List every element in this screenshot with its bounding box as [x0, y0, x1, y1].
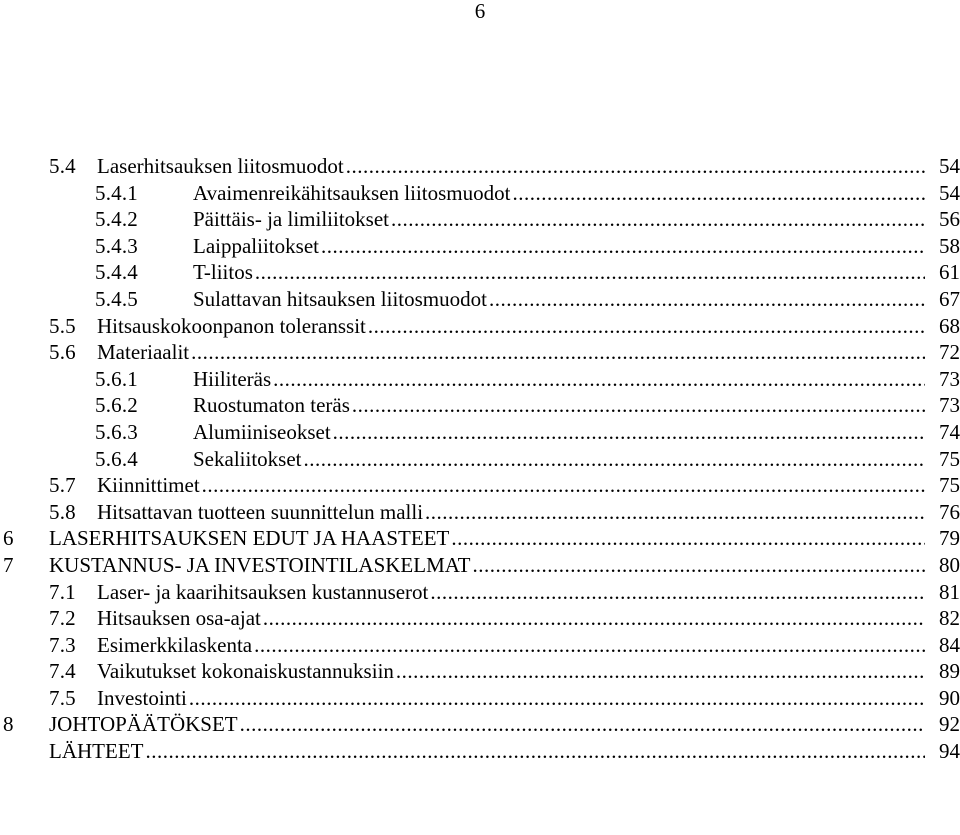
toc-entry-title: KUSTANNUS- JA INVESTOINTILASKELMAT [49, 552, 471, 577]
toc-entry-number: 5.6.3 [95, 419, 138, 444]
dot-leader [512, 180, 925, 207]
toc-entry[interactable] [0, 579, 960, 606]
dot-leader [304, 446, 926, 473]
dot-leader [321, 233, 925, 260]
toc-entry-title: Esimerkkilaskenta [97, 632, 253, 657]
dot-leader [333, 419, 925, 446]
dot-leader [202, 472, 925, 499]
toc-entry[interactable] [0, 313, 960, 340]
toc-entry-number: 5.4 [49, 154, 76, 178]
dot-leader [145, 738, 925, 765]
toc-entry-page: 56 [939, 207, 960, 232]
toc-entry-title: Avaimenreikähitsauksen liitosmuodot [193, 180, 511, 205]
toc-entry-title: Sulattavan hitsauksen liitosmuodot [193, 286, 487, 311]
toc-entry[interactable] [0, 552, 960, 579]
toc-entry[interactable] [0, 206, 960, 233]
dot-leader [189, 685, 925, 712]
toc-entry-title: LASERHITSAUKSEN EDUT JA HAASTEET [49, 526, 450, 551]
toc-entry-number: 7.4 [49, 659, 76, 684]
toc-entry-page: 94 [939, 739, 960, 764]
toc-entry-number: 5.4.2 [95, 207, 138, 232]
toc-entry-number: 5.6.4 [95, 446, 138, 471]
toc-entry-number: 8 [3, 712, 14, 737]
toc-entry-title: Laser- ja kaarihitsauksen kustannuserot [97, 579, 429, 604]
toc-entry-page: 82 [939, 606, 960, 631]
toc-entry-page: 58 [939, 233, 960, 258]
page-number: 6 [474, 0, 486, 23]
toc-entry-page: 73 [939, 393, 960, 418]
toc-entry-page: 92 [939, 712, 960, 737]
toc-entry-number: 6 [3, 526, 14, 551]
toc-entry-number: 5.6 [49, 340, 76, 365]
toc-entry-title: Alumiiniseokset [193, 419, 331, 444]
toc-entry-page: 61 [939, 260, 960, 285]
toc-entry-title: Laserhitsauksen liitosmuodot [97, 154, 344, 178]
toc-entry-number: 5.6.2 [95, 393, 138, 418]
toc-entry-number: 5.4.3 [95, 233, 138, 258]
dot-leader [240, 711, 925, 738]
table-of-contents [0, 153, 960, 765]
dot-leader [472, 552, 925, 579]
dot-leader [489, 286, 925, 313]
toc-entry[interactable] [0, 446, 960, 473]
dot-leader [254, 632, 925, 659]
toc-entry[interactable] [0, 499, 960, 526]
toc-entry-page: 72 [939, 340, 960, 365]
toc-entry[interactable] [0, 233, 960, 260]
dot-leader [273, 366, 925, 393]
toc-entry-number: 5.4.5 [95, 286, 138, 311]
toc-entry-page: 89 [939, 659, 960, 684]
toc-entry-number: 5.8 [49, 499, 76, 524]
dot-leader [430, 579, 925, 606]
toc-entry-title: Laippaliitokset [193, 233, 319, 258]
toc-entry-page: 74 [939, 419, 960, 444]
toc-entry-page: 79 [939, 526, 960, 551]
dot-leader [391, 206, 925, 233]
toc-entry[interactable] [0, 658, 960, 685]
toc-entry-number: 7 [3, 552, 14, 577]
dot-leader [255, 259, 925, 286]
toc-entry-title: Sekaliitokset [193, 446, 302, 471]
toc-entry-title: Päittäis- ja limiliitokset [193, 207, 389, 232]
toc-entry-page: 81 [939, 579, 960, 604]
toc-entry[interactable] [0, 392, 960, 419]
dot-leader [396, 658, 925, 685]
dot-leader [352, 392, 925, 419]
toc-entry[interactable] [0, 419, 960, 446]
toc-entry[interactable] [0, 259, 960, 286]
toc-entry-title: Kiinnittimet [97, 473, 200, 498]
dot-leader [263, 605, 925, 632]
toc-entry-number: 7.3 [49, 632, 76, 657]
dot-leader [425, 499, 925, 526]
toc-entry-number: 5.6.1 [95, 366, 138, 391]
toc-entry[interactable] [0, 605, 960, 632]
dot-leader [191, 339, 925, 366]
toc-entry-number: 7.5 [49, 685, 76, 710]
toc-entry-page: 90 [939, 685, 960, 710]
toc-entry[interactable] [0, 685, 960, 712]
dot-leader [451, 525, 925, 552]
toc-entry-number: 7.2 [49, 606, 76, 631]
toc-entry-title: Hitsauskokoonpanon toleranssit [97, 313, 366, 338]
toc-entry[interactable] [0, 525, 960, 552]
dot-leader [346, 153, 925, 180]
toc-entry[interactable] [0, 180, 960, 207]
toc-entry-page: 54 [939, 154, 960, 178]
toc-entry-page: 75 [939, 446, 960, 471]
toc-entry[interactable] [0, 632, 960, 659]
toc-entry[interactable] [0, 286, 960, 313]
toc-entry-page: 76 [939, 499, 960, 524]
toc-entry-number: 5.7 [49, 473, 76, 498]
toc-entry-title: Ruostumaton teräs [193, 393, 350, 418]
toc-entry-title: Vaikutukset kokonaiskustannuksiin [97, 659, 394, 684]
toc-entry[interactable] [0, 472, 960, 499]
toc-entry-number: 5.4.1 [95, 180, 138, 205]
toc-entry-title: LÄHTEET [49, 739, 144, 764]
toc-entry-page: 54 [939, 180, 960, 205]
toc-entry-number: 5.5 [49, 313, 76, 338]
toc-entry-page: 68 [939, 313, 960, 338]
toc-entry-page: 75 [939, 473, 960, 498]
toc-entry-title: Hitsauksen osa-ajat [97, 606, 261, 631]
toc-entry-title: Materiaalit [97, 340, 190, 365]
toc-entry-number: 5.4.4 [95, 260, 138, 285]
toc-entry-title: T-liitos [193, 260, 253, 285]
toc-entry-number: 7.1 [49, 579, 76, 604]
toc-entry[interactable] [0, 339, 960, 366]
toc-entry-page: 80 [939, 552, 960, 577]
toc-entry-title: Investointi [97, 685, 187, 710]
toc-entry-title: Hitsattavan tuotteen suunnittelun malli [97, 499, 424, 524]
toc-entry-page: 73 [939, 366, 960, 391]
toc-entry-title: Hiiliteräs [193, 366, 272, 391]
toc-entry[interactable] [0, 738, 960, 765]
dot-leader [368, 313, 925, 340]
toc-entry[interactable] [0, 366, 960, 393]
toc-entry[interactable] [0, 711, 960, 738]
toc-entry-title: JOHTOPÄÄTÖKSET [49, 712, 238, 737]
toc-entry-page: 67 [939, 286, 960, 311]
toc-entry-page: 84 [939, 632, 960, 657]
toc-entry[interactable] [0, 153, 960, 180]
